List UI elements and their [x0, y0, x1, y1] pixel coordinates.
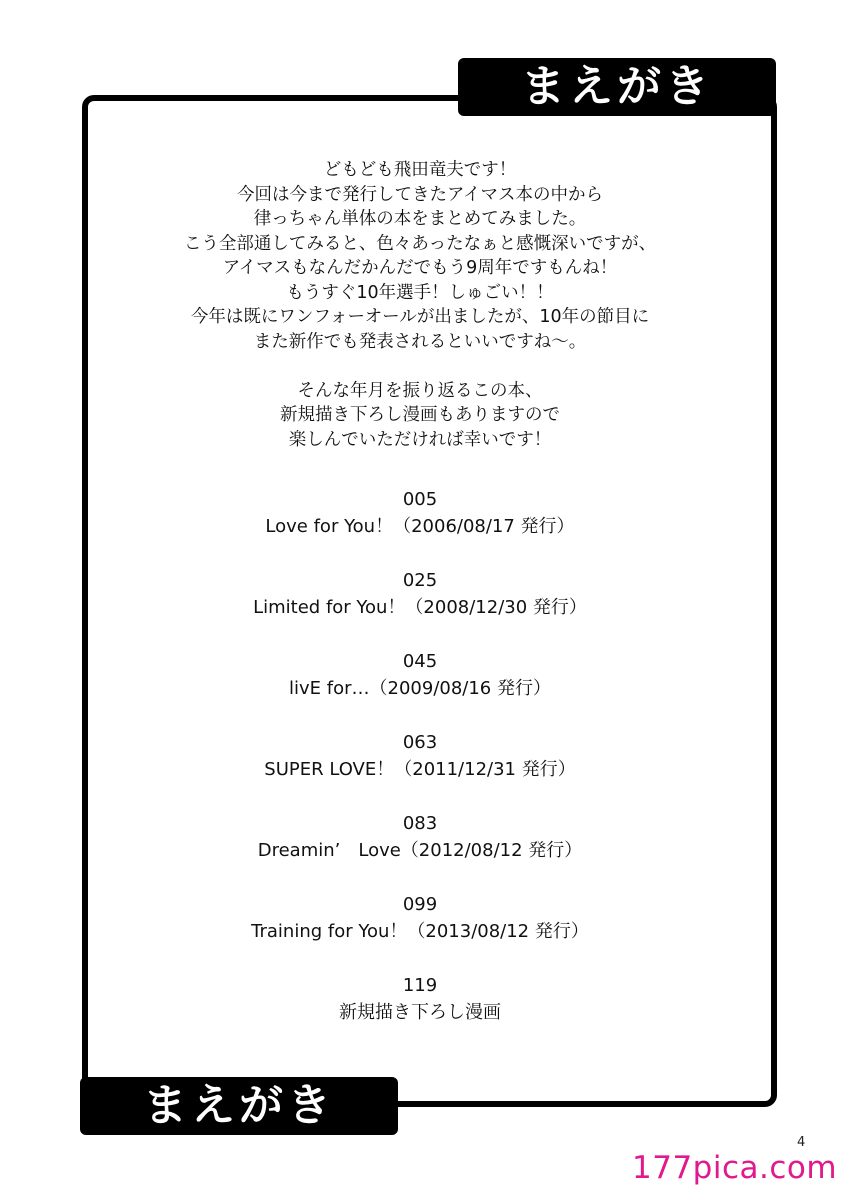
- watermark-text: 177pica.com: [632, 1150, 838, 1186]
- page-number: 4: [797, 1135, 806, 1150]
- toc-title: Dreamin’ Love（2012/08/12 発行）: [257, 840, 583, 861]
- intro-line: どもども飛田竜夫です！: [323, 160, 517, 180]
- intro-line: また新作でも発表されるといいですね～。: [253, 331, 587, 352]
- toc-entry: [100, 973, 740, 1054]
- intro-line: 今回は今まで発行してきたアイマス本の中から: [237, 184, 603, 205]
- toc-page-number: 063: [402, 732, 438, 753]
- toc-title: Limited for You！（2008/12/30 発行）: [253, 597, 587, 618]
- toc-entry: [100, 649, 740, 730]
- intro-line: もうすぐ10年選手！しゅごい！！: [286, 282, 554, 303]
- intro-line: 今年は既にワンフォーオールが出ましたが、10年の節目に: [190, 307, 650, 327]
- intro-line: こう全部通してみると、色々あったなぁと感慨深いですが、: [183, 233, 657, 254]
- toc-title: Training for You！（2013/08/12 発行）: [251, 921, 589, 942]
- toc-page-number: 083: [402, 813, 438, 834]
- header-title-tab: まえがき: [458, 58, 776, 116]
- toc-page-number: 005: [402, 489, 438, 510]
- footer-title-tab: まえがき: [80, 1077, 398, 1135]
- toc-page-number: 119: [402, 975, 438, 996]
- toc-entry: [100, 487, 740, 568]
- toc-title: livE for…（2009/08/16 発行）: [289, 678, 551, 699]
- intro-line: 楽しんでいただければ幸いです！: [288, 429, 552, 450]
- paragraph-gap: [100, 354, 740, 379]
- toc-title: Love for You！（2006/08/17 発行）: [265, 516, 575, 537]
- toc-page-number: 025: [402, 570, 438, 591]
- toc-entry: [100, 811, 740, 892]
- intro-line: アイマスもなんだかんだでもう9周年ですもんね！: [222, 258, 618, 278]
- intro-line: そんな年月を振り返るこの本、: [297, 380, 543, 401]
- toc-page-number: 099: [402, 894, 438, 915]
- toc-entry: [100, 892, 740, 973]
- intro-text: [100, 158, 740, 452]
- table-of-contents: [100, 487, 740, 1054]
- toc-page-number: 045: [402, 651, 438, 672]
- toc-title: 新規描き下ろし漫画: [339, 1002, 501, 1023]
- toc-entry: [100, 568, 740, 649]
- toc-entry: [100, 730, 740, 811]
- intro-line: 新規描き下ろし漫画もありますので: [280, 405, 560, 425]
- intro-line: 律っちゃん単体の本をまとめてみました。: [253, 209, 587, 229]
- toc-title: SUPER LOVE！（2011/12/31 発行）: [264, 759, 576, 780]
